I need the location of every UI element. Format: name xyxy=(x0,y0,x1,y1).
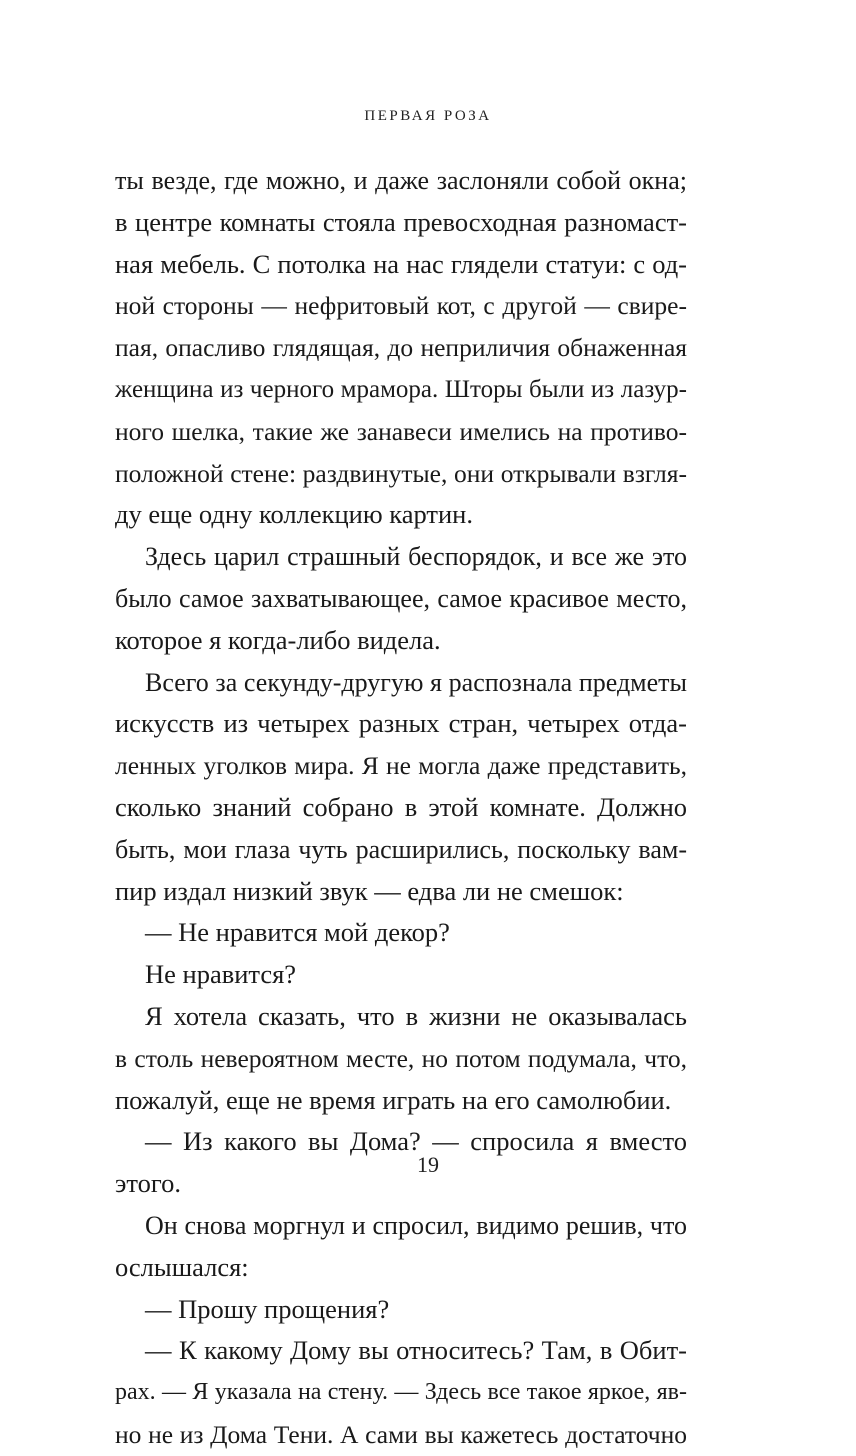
text-line: Не нравится? xyxy=(145,959,297,990)
text-line: искусств из четырех разных стран, четырех отда- xyxy=(115,708,687,739)
text-line: — К какому Дому вы относитесь? Там, в Обит- xyxy=(145,1335,687,1366)
text-line: Я хотела сказать, что в жизни не оказывалась xyxy=(145,1000,687,1031)
text-line: женщина из черного мрамора. Шторы были из лазур- xyxy=(115,375,687,403)
text-line: рах. — Я указала на стену. — Здесь все такое яркое, яв- xyxy=(115,1379,687,1406)
text-line: — Прошу прощения? xyxy=(145,1293,390,1324)
text-line: быть, мои глаза чуть расширились, поскольку вам- xyxy=(115,834,687,864)
text-line: положной стене: раздвинутые, они открывали взгля- xyxy=(115,458,687,488)
text-line: ослышался: xyxy=(115,1251,249,1282)
body-text xyxy=(115,160,687,1456)
text-line: пая, опасливо глядящая, до неприличия обнаженная xyxy=(115,333,687,363)
text-line: — Из какого вы Дома? — спросила я вместо xyxy=(145,1126,687,1157)
text-line: в центре комнаты стояла превосходная разномаст- xyxy=(115,206,687,237)
text-line: ду еще одну коллекцию картин. xyxy=(115,499,473,530)
text-line: было самое захватывающее, самое красивое место, xyxy=(115,583,687,613)
text-line: которое я когда-либо видела. xyxy=(115,624,441,655)
text-line: ная мебель. С потолка на нас глядели статуи: с од- xyxy=(115,248,687,279)
text-line: сколько знаний собрано в этой комнате. Должно xyxy=(115,791,687,822)
text-line: этого. xyxy=(115,1168,181,1199)
running-head: ПЕРВАЯ РОЗА xyxy=(364,108,492,124)
text-line: пожалуй, еще не время играть на его самолюбии. xyxy=(115,1084,672,1115)
text-line: ной стороны — нефритовый кот, с другой — свире- xyxy=(115,291,687,321)
page-number: 19 xyxy=(417,1152,439,1177)
text-line: в столь невероятном месте, но потом подумала, что, xyxy=(115,1043,687,1073)
text-line: Здесь царил страшный беспорядок, и все же это xyxy=(145,542,687,572)
text-line: но не из Дома Тени. А сами вы кажетесь достаточно xyxy=(115,1419,687,1449)
text-line: Всего за секунду-другую я распознала предметы xyxy=(145,667,687,697)
text-line: ленных уголков мира. Я не могла даже представить, xyxy=(115,751,687,781)
text-line: ного шелка, такие же занавеси имелись на противо- xyxy=(115,416,687,446)
text-line: пир издал низкий звук — едва ли не смешок: xyxy=(115,875,624,906)
text-line: — Не нравится мой декор? xyxy=(145,917,450,948)
text-line: Он снова моргнул и спросил, видимо решив, что xyxy=(145,1210,687,1240)
text-line: ты везде, где можно, и даже заслоняли собой окна; xyxy=(115,166,687,195)
